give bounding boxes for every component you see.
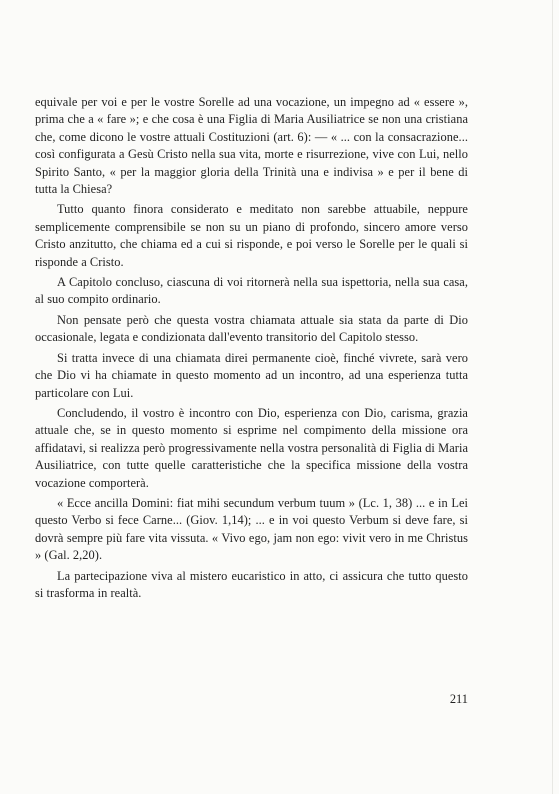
- paragraph-4: Non pensate però che questa vostra chiamata attuale sia stata da parte di Dio occasionale, legata e condizionata dall'evento transitorio del Capitolo stesso.: [35, 312, 468, 345]
- body-text: [35, 94, 468, 605]
- paragraph-3: A Capitolo concluso, ciascuna di voi ritornerà nella sua ispettoria, nella sua casa, al suo compito ordinario.: [35, 275, 468, 307]
- paragraph-1: equivale per voi e per le vostre Sorelle ad una vocazione, un impegno ad « essere », prima che a « fare »; e che cosa è una Figlia di Maria Ausiliatrice se non una cristiana che, come dicono le vostre attuali Costituzioni (art. 6): — « ... con la consacrazione... così configurata a Gesù Cristo nella sua vita, morte e risurrezione, vive con Lui, nello Spirito Santo, « per la maggior gloria della Trinità una e indivisa » e per il bene di tutta la Chiesa?: [35, 95, 468, 197]
- paragraph-7: « Ecce ancilla Domini: fiat mihi secundum verbum tuum » (Lc. 1, 38) ... e in Lei questo Verbo si fece Carne... (Giov. 1,14); ... e in voi questo Verbum si deve fare, si dovrà sempre più fare vita vissuta. « Vivo ego, jam non ego: vivit vero in me Christus » (Gal. 2,20).: [35, 495, 468, 563]
- paragraph-2: Tutto quanto finora considerato e meditato non sarebbe attuabile, neppure semplicemente comprensibile se non su un piano di profondo, sincero amore verso Cristo anzitutto, che chiama ed a cui si risponde, e poi verso le Sorelle per le quali si risponde a Cristo.: [35, 202, 468, 269]
- page-edge: [552, 0, 553, 794]
- paragraph-5: Si tratta invece di una chiamata direi permanente cioè, finché vivrete, sarà vero che Dio vi ha chiamate in questo momento ad un incontro, ad una esperienza tutta particolare con Lui.: [35, 350, 468, 400]
- page-number: 211: [449, 692, 468, 706]
- paragraph-6: Concludendo, il vostro è incontro con Dio, esperienza con Dio, carisma, grazia attuale che, se in questo momento si esprime nel compimento della missione ora affidatavi, si realizza però progressivamente nella vostra personalità di Figlia di Maria Ausiliatrice, con tutte quelle caratteristiche che la specifica missione della vostra vocazione comporterà.: [35, 405, 468, 490]
- paragraph-8: La partecipazione viva al mistero eucaristico in atto, ci assicura che tutto questo si trasforma in realtà.: [35, 568, 468, 600]
